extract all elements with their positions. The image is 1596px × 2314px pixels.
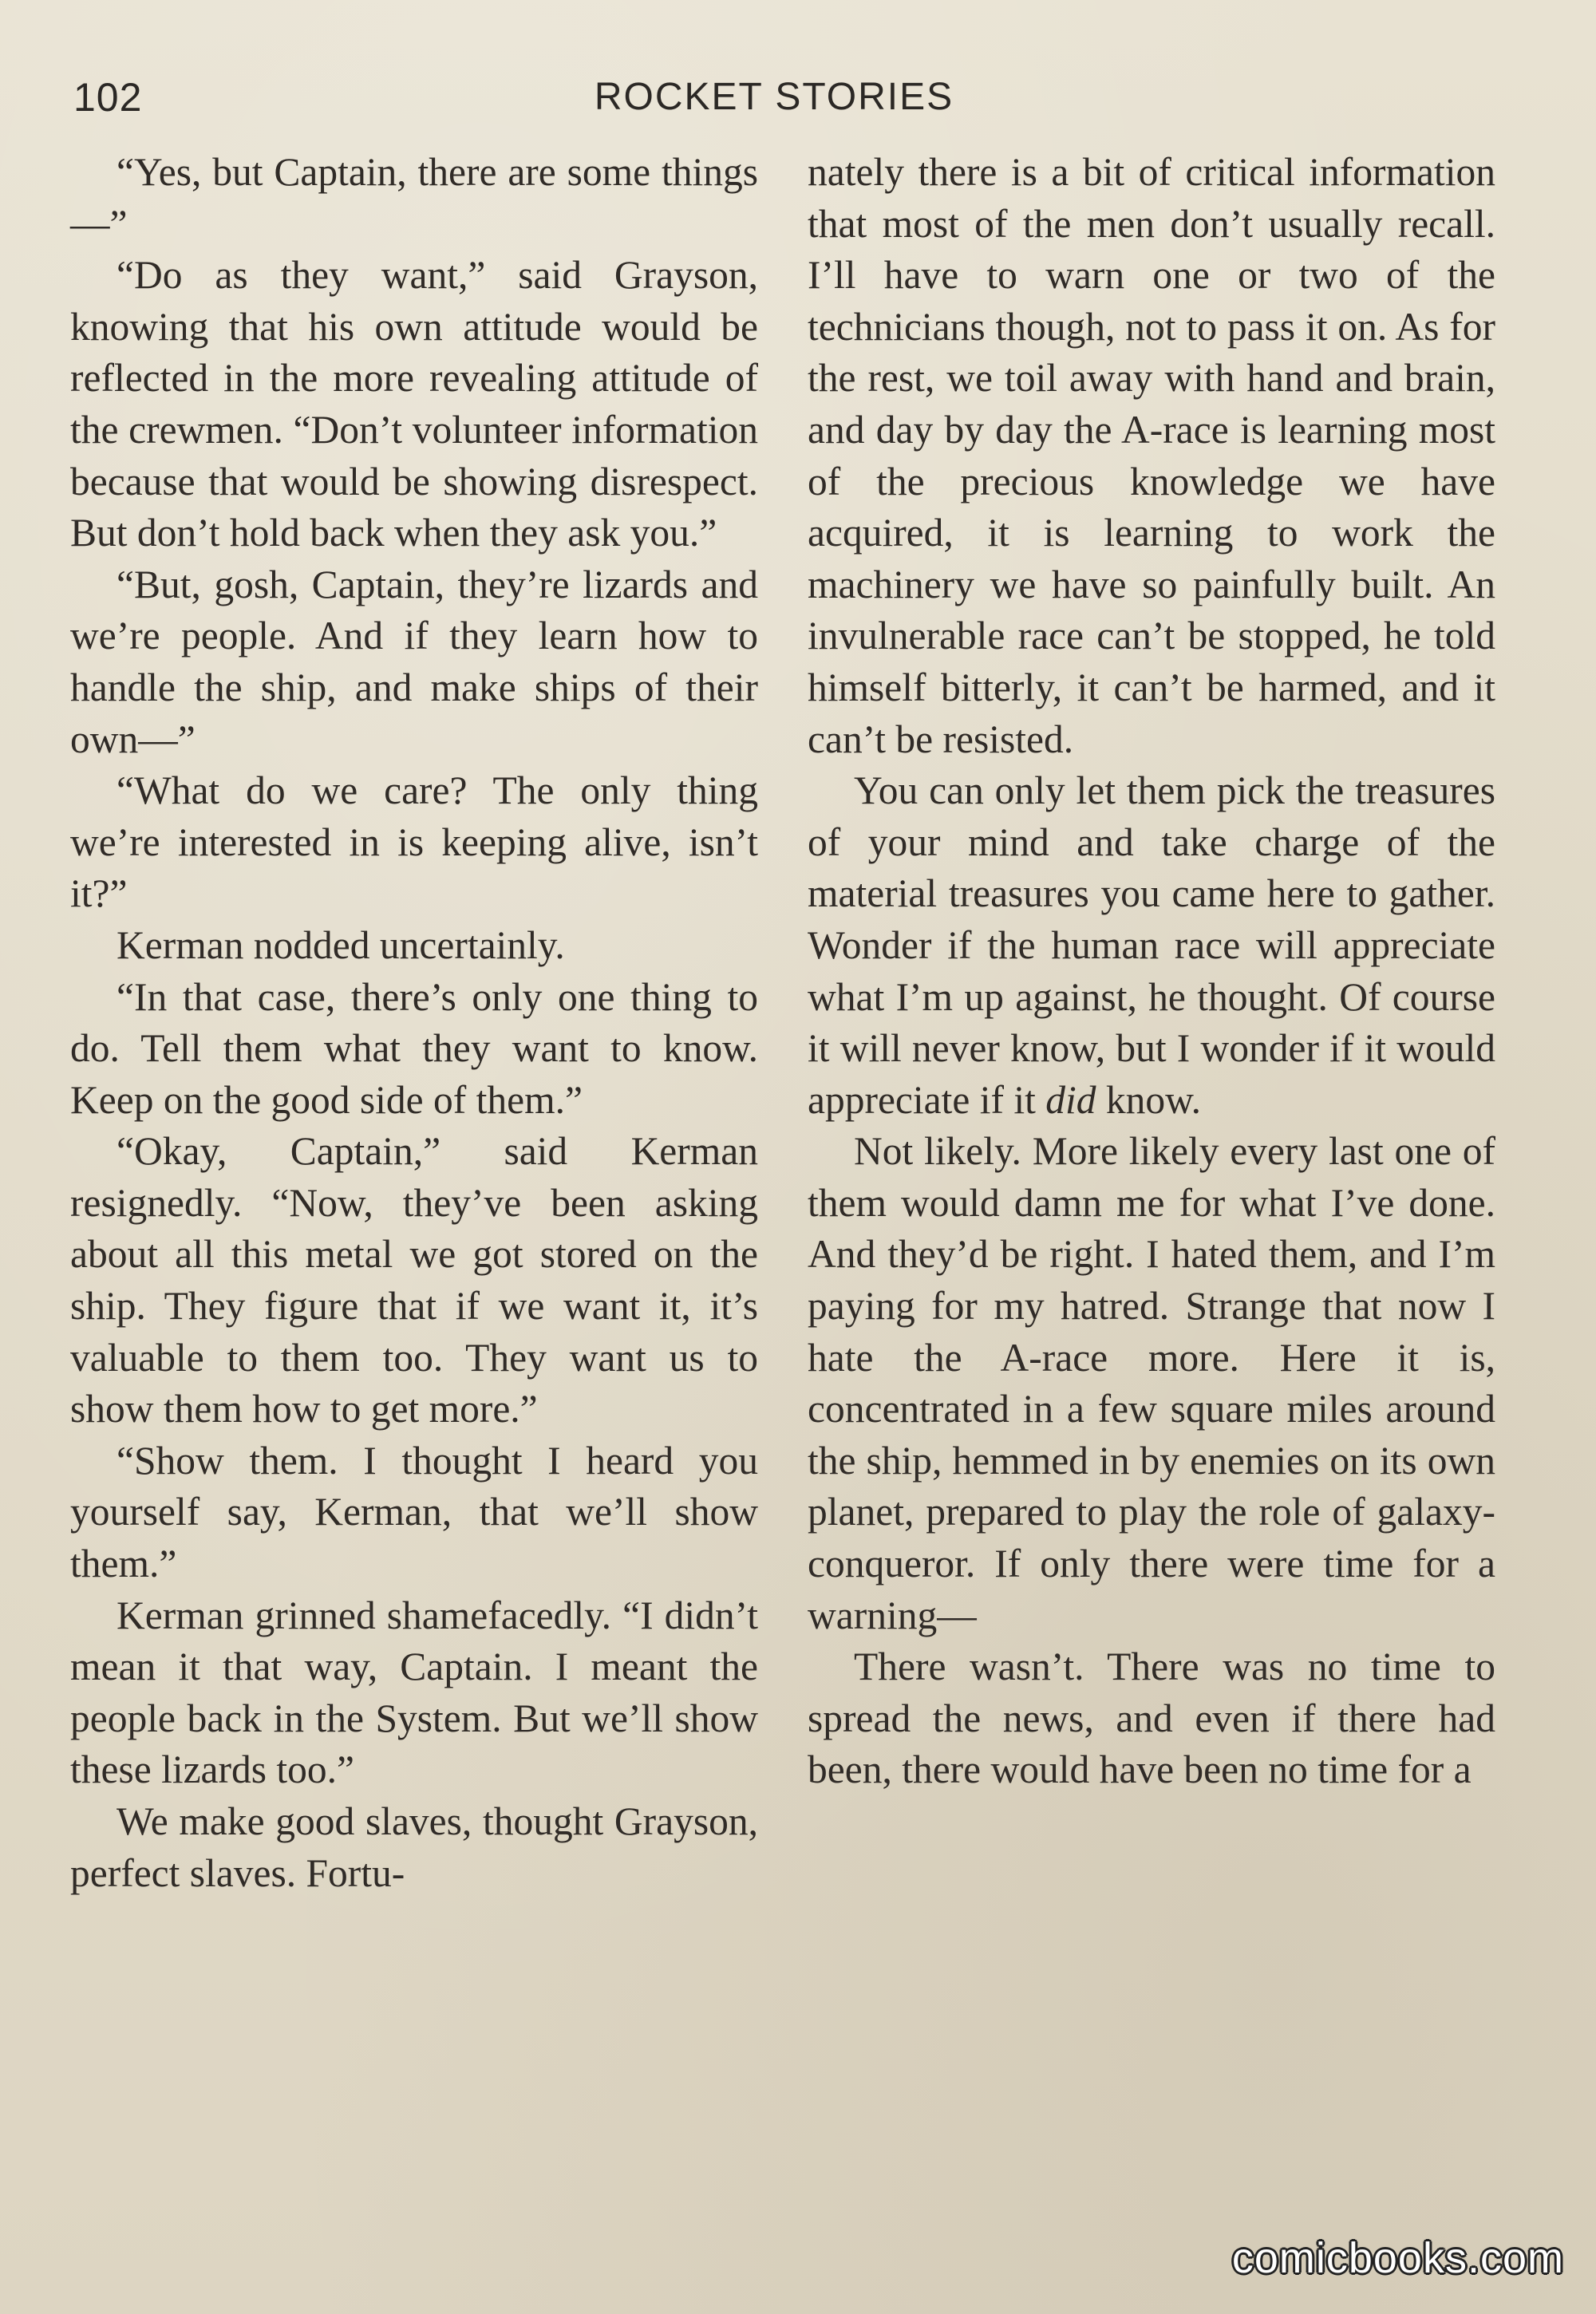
paragraph: We make good slaves, thought Grayson, perfect slaves. Fortu- [70,1799,758,1895]
paragraph: “Okay, Captain,” said Kerman resignedly. “Now, they’ve been asking about all this metal we got stored on the ship. They figure that if we want it, it’s valuable to them too. They want us to show them how to get more.” [70,1129,758,1431]
paragraph-continued: nately there is a bit of critical information that most of the men don’t usually recall. I’ll have to warn one or two of the technicians though, not to pass it on. As for the rest, we toil away with hand and brain, and day by day the A-race is learning most of the precious knowledge we have acquired, it is learning to work the machinery we have so painfully built. An invulnerable race can’t be stopped, he told himself bitterly, it can’t be harmed, and it can’t be resisted. [808,150,1495,761]
paragraph-text: You can only let them pick the treasures of your mind and take charge of the material treasures you came here to gather. Wonder if the human race will appreciate what I’m up against, he thought. Of course it will never know, but I wonder if it would appreciate if it [808,768,1495,1122]
running-head-title: ROCKET STORIES [594,76,954,118]
paragraph: “In that case, there’s only one thing to do. Tell them what they want to know. Keep on the good side of them.” [70,974,758,1122]
paragraph-text: know. [1096,1077,1202,1122]
emphasized-word: did [1045,1077,1096,1122]
paragraph: Kerman grinned shamefacedly. “I didn’t mean it that way, Captain. I meant the people back in the System. But we’ll show these lizards too.” [70,1593,758,1792]
paragraph: There wasn’t. There was no time to spread the news, and even if there had been, there would have been no time for a [808,1645,1495,1792]
paragraph: “What do we care? The only thing we’re interested in is keeping alive, isn’t it?” [70,768,758,916]
page-number: 102 [73,75,143,120]
paragraph: Not likely. More likely every last one of them would damn me for what I’ve done. And they’d be right. I hated them, and I’m paying for my hatred. Strange that now I hate the A-race more. Here it is, concentrated in a few square miles around the ship, hemmed in by enemies on its own planet, prepared to play the role of galaxy-conqueror. If only there were time for a warning— [808,1129,1495,1637]
watermark-logo: comicbooks.com [1231,2234,1564,2282]
paragraph: Kerman nodded uncertainly. [117,922,565,967]
text-column-left [70,147,758,1899]
paragraph: “Do as they want,” said Grayson, knowing that his own attitude would be reflected in the more revealing attitude of the crewmen. “Don’t volunteer information because that would be showing disrespect. But don’t hold back when they ask you.” [70,253,758,555]
paragraph: “But, gosh, Captain, they’re lizards and we’re people. And if they learn how to handle the ship, and make ships of their own—” [70,562,758,761]
paragraph: “Yes, but Captain, there are some things—” [70,150,758,246]
paragraph [808,765,1495,1126]
text-column-right [808,147,1495,1796]
paragraph: “Show them. I thought I heard you yourself say, Kerman, that we’ll show them.” [70,1438,758,1586]
